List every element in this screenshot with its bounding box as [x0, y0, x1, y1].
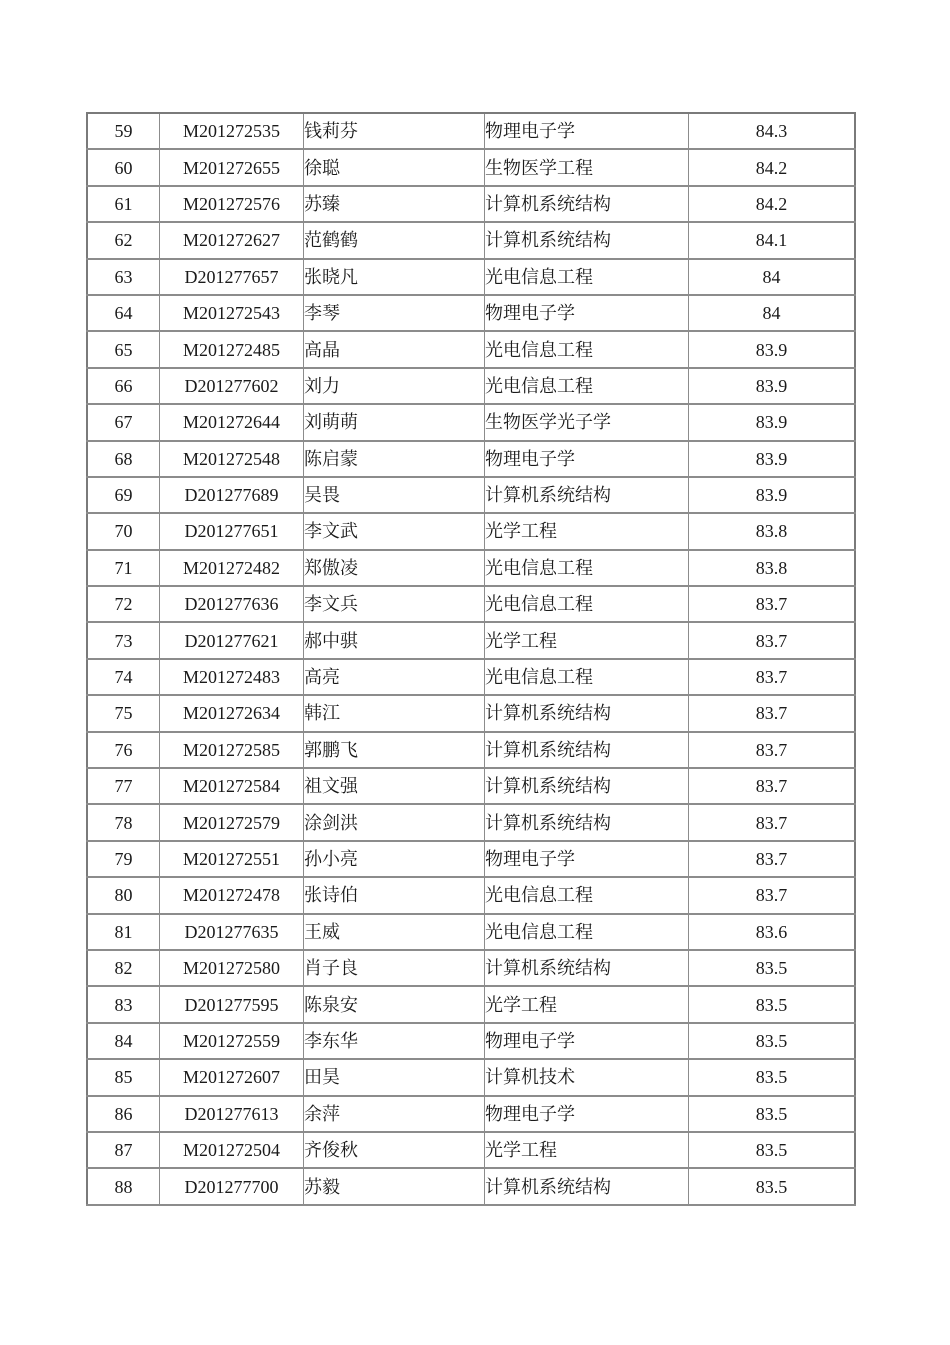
student-id-cell: M201272580 [160, 950, 304, 986]
student-id-cell: M201272627 [160, 222, 304, 258]
rank-cell: 71 [87, 550, 160, 586]
student-id-cell: M201272607 [160, 1059, 304, 1095]
major-cell: 物理电子学 [485, 841, 689, 877]
rank-cell: 81 [87, 914, 160, 950]
student-name-cell: 徐聪 [304, 149, 485, 185]
student-name-cell: 刘萌萌 [304, 404, 485, 440]
table-row [87, 404, 855, 440]
student-name-cell: 齐俊秋 [304, 1132, 485, 1168]
score-cell: 83.9 [689, 368, 856, 404]
rank-cell: 60 [87, 149, 160, 185]
table-row [87, 295, 855, 331]
score-cell: 83.8 [689, 513, 856, 549]
student-name-cell: 郑傲凌 [304, 550, 485, 586]
student-name-cell: 郝中骐 [304, 622, 485, 658]
table-row [87, 768, 855, 804]
student-id-cell: M201272543 [160, 295, 304, 331]
student-id-cell: M201272551 [160, 841, 304, 877]
rank-cell: 86 [87, 1096, 160, 1132]
rank-cell: 70 [87, 513, 160, 549]
table-row [87, 441, 855, 477]
rank-cell: 66 [87, 368, 160, 404]
rank-cell: 78 [87, 804, 160, 840]
major-cell: 光电信息工程 [485, 331, 689, 367]
table-row [87, 804, 855, 840]
student-id-cell: M201272559 [160, 1023, 304, 1059]
student-id-cell: D201277700 [160, 1168, 304, 1204]
score-cell: 83.7 [689, 659, 856, 695]
student-id-cell: D201277602 [160, 368, 304, 404]
student-id-cell: D201277635 [160, 914, 304, 950]
student-name-cell: 陈启蒙 [304, 441, 485, 477]
rank-cell: 76 [87, 732, 160, 768]
student-id-cell: M201272576 [160, 186, 304, 222]
major-cell: 光学工程 [485, 513, 689, 549]
student-name-cell: 李文兵 [304, 586, 485, 622]
rank-cell: 80 [87, 877, 160, 913]
rank-cell: 61 [87, 186, 160, 222]
table-row [87, 1168, 855, 1204]
score-cell: 83.9 [689, 441, 856, 477]
score-cell: 84.1 [689, 222, 856, 258]
score-cell: 83.9 [689, 477, 856, 513]
student-name-cell: 王威 [304, 914, 485, 950]
major-cell: 计算机系统结构 [485, 186, 689, 222]
rank-cell: 84 [87, 1023, 160, 1059]
table-row [87, 732, 855, 768]
major-cell: 计算机系统结构 [485, 732, 689, 768]
student-id-cell: M201272655 [160, 149, 304, 185]
student-name-cell: 刘力 [304, 368, 485, 404]
student-name-cell: 高亮 [304, 659, 485, 695]
rank-cell: 63 [87, 259, 160, 295]
major-cell: 计算机系统结构 [485, 1168, 689, 1204]
ranking-table-body [87, 113, 855, 1205]
student-name-cell: 李琴 [304, 295, 485, 331]
major-cell: 光电信息工程 [485, 368, 689, 404]
rank-cell: 74 [87, 659, 160, 695]
major-cell: 光电信息工程 [485, 914, 689, 950]
score-cell: 84.3 [689, 113, 856, 149]
student-name-cell: 祖文强 [304, 768, 485, 804]
score-cell: 83.5 [689, 950, 856, 986]
rank-cell: 77 [87, 768, 160, 804]
student-id-cell: D201277689 [160, 477, 304, 513]
student-id-cell: M201272478 [160, 877, 304, 913]
major-cell: 物理电子学 [485, 1096, 689, 1132]
table-row [87, 877, 855, 913]
student-id-cell: D201277613 [160, 1096, 304, 1132]
score-cell: 83.5 [689, 1023, 856, 1059]
major-cell: 物理电子学 [485, 441, 689, 477]
major-cell: 生物医学光子学 [485, 404, 689, 440]
major-cell: 物理电子学 [485, 113, 689, 149]
score-cell: 83.5 [689, 1132, 856, 1168]
student-id-cell: M201272504 [160, 1132, 304, 1168]
score-cell: 84.2 [689, 149, 856, 185]
major-cell: 生物医学工程 [485, 149, 689, 185]
major-cell: 光电信息工程 [485, 586, 689, 622]
student-id-cell: M201272585 [160, 732, 304, 768]
rank-cell: 75 [87, 695, 160, 731]
table-row [87, 149, 855, 185]
score-cell: 83.7 [689, 804, 856, 840]
student-id-cell: D201277595 [160, 986, 304, 1022]
score-cell: 83.7 [689, 877, 856, 913]
student-id-cell: D201277657 [160, 259, 304, 295]
score-cell: 83.5 [689, 1168, 856, 1204]
table-row [87, 950, 855, 986]
student-name-cell: 涂剑洪 [304, 804, 485, 840]
rank-cell: 72 [87, 586, 160, 622]
student-name-cell: 郭鹏飞 [304, 732, 485, 768]
score-cell: 83.7 [689, 586, 856, 622]
rank-cell: 82 [87, 950, 160, 986]
score-cell: 83.9 [689, 331, 856, 367]
student-id-cell: M201272482 [160, 550, 304, 586]
student-name-cell: 李文武 [304, 513, 485, 549]
table-row [87, 659, 855, 695]
rank-cell: 69 [87, 477, 160, 513]
student-name-cell: 张晓凡 [304, 259, 485, 295]
score-cell: 84 [689, 259, 856, 295]
score-cell: 83.5 [689, 986, 856, 1022]
major-cell: 计算机系统结构 [485, 477, 689, 513]
student-id-cell: M201272644 [160, 404, 304, 440]
major-cell: 计算机技术 [485, 1059, 689, 1095]
rank-cell: 79 [87, 841, 160, 877]
student-id-cell: M201272483 [160, 659, 304, 695]
student-name-cell: 钱莉芬 [304, 113, 485, 149]
table-row [87, 986, 855, 1022]
table-row [87, 550, 855, 586]
student-id-cell: D201277636 [160, 586, 304, 622]
score-cell: 83.6 [689, 914, 856, 950]
student-name-cell: 苏臻 [304, 186, 485, 222]
rank-cell: 83 [87, 986, 160, 1022]
table-row [87, 113, 855, 149]
score-cell: 83.5 [689, 1096, 856, 1132]
major-cell: 光电信息工程 [485, 550, 689, 586]
table-row [87, 914, 855, 950]
major-cell: 光学工程 [485, 986, 689, 1022]
table-row [87, 1059, 855, 1095]
student-id-cell: M201272634 [160, 695, 304, 731]
rank-cell: 62 [87, 222, 160, 258]
student-name-cell: 陈泉安 [304, 986, 485, 1022]
table-row [87, 259, 855, 295]
student-id-cell: M201272548 [160, 441, 304, 477]
ranking-table [86, 112, 856, 1206]
rank-cell: 67 [87, 404, 160, 440]
score-cell: 83.5 [689, 1059, 856, 1095]
table-row [87, 1096, 855, 1132]
major-cell: 光电信息工程 [485, 259, 689, 295]
score-cell: 83.7 [689, 768, 856, 804]
rank-cell: 68 [87, 441, 160, 477]
student-name-cell: 孙小亮 [304, 841, 485, 877]
student-id-cell: D201277651 [160, 513, 304, 549]
student-id-cell: M201272584 [160, 768, 304, 804]
major-cell: 计算机系统结构 [485, 950, 689, 986]
table-row [87, 1023, 855, 1059]
table-row [87, 622, 855, 658]
score-cell: 83.7 [689, 732, 856, 768]
table-row [87, 331, 855, 367]
rank-cell: 59 [87, 113, 160, 149]
major-cell: 光学工程 [485, 622, 689, 658]
score-cell: 83.7 [689, 841, 856, 877]
table-row [87, 695, 855, 731]
score-cell: 83.8 [689, 550, 856, 586]
rank-cell: 64 [87, 295, 160, 331]
major-cell: 计算机系统结构 [485, 768, 689, 804]
major-cell: 计算机系统结构 [485, 222, 689, 258]
score-cell: 83.7 [689, 695, 856, 731]
student-name-cell: 张诗伯 [304, 877, 485, 913]
table-row [87, 477, 855, 513]
rank-cell: 85 [87, 1059, 160, 1095]
major-cell: 物理电子学 [485, 1023, 689, 1059]
major-cell: 光学工程 [485, 1132, 689, 1168]
major-cell: 光电信息工程 [485, 659, 689, 695]
student-name-cell: 余萍 [304, 1096, 485, 1132]
student-name-cell: 韩江 [304, 695, 485, 731]
student-id-cell: D201277621 [160, 622, 304, 658]
student-name-cell: 李东华 [304, 1023, 485, 1059]
rank-cell: 73 [87, 622, 160, 658]
major-cell: 光电信息工程 [485, 877, 689, 913]
table-row [87, 513, 855, 549]
score-cell: 84 [689, 295, 856, 331]
student-name-cell: 范鹤鹤 [304, 222, 485, 258]
major-cell: 计算机系统结构 [485, 804, 689, 840]
rank-cell: 88 [87, 1168, 160, 1204]
student-name-cell: 苏毅 [304, 1168, 485, 1204]
table-row [87, 222, 855, 258]
rank-cell: 87 [87, 1132, 160, 1168]
major-cell: 物理电子学 [485, 295, 689, 331]
score-cell: 83.7 [689, 622, 856, 658]
major-cell: 计算机系统结构 [485, 695, 689, 731]
table-row [87, 1132, 855, 1168]
student-id-cell: M201272579 [160, 804, 304, 840]
student-name-cell: 肖子良 [304, 950, 485, 986]
score-cell: 84.2 [689, 186, 856, 222]
student-id-cell: M201272485 [160, 331, 304, 367]
table-row [87, 368, 855, 404]
score-cell: 83.9 [689, 404, 856, 440]
table-row [87, 841, 855, 877]
table-row [87, 186, 855, 222]
rank-cell: 65 [87, 331, 160, 367]
table-row [87, 586, 855, 622]
student-name-cell: 吴畏 [304, 477, 485, 513]
student-name-cell: 高晶 [304, 331, 485, 367]
student-name-cell: 田昊 [304, 1059, 485, 1095]
student-id-cell: M201272535 [160, 113, 304, 149]
